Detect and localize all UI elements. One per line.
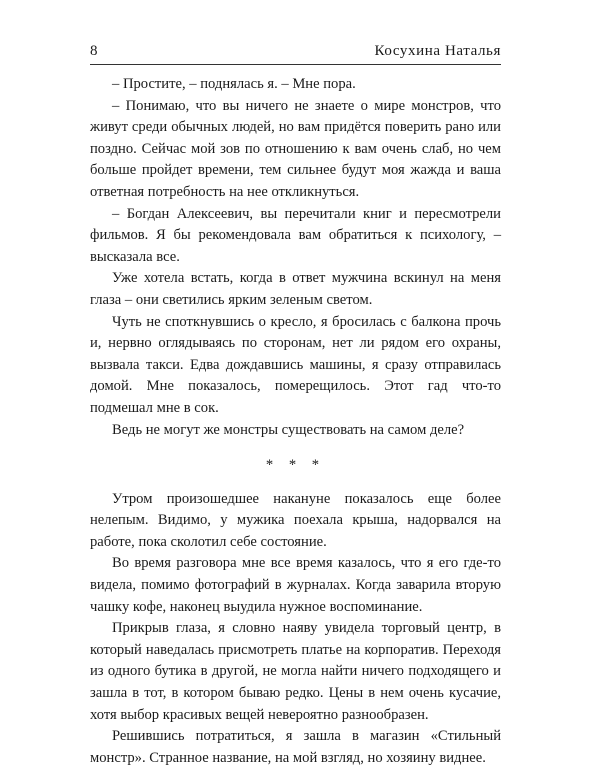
paragraph: – Простите, – поднялась я. – Мне пора.: [112, 76, 356, 92]
header-rule: [90, 64, 501, 65]
paragraph: Во время разговора мне все время казалось, что я его где-то видела, помимо фотографий в журналах. Когда заварила вторую чашку кофе, наконец выудила нужное воспоминание.: [90, 555, 501, 615]
scene-break: * * *: [265, 457, 326, 474]
paragraph: Ведь не могут же монстры существовать на самом деле?: [112, 421, 465, 438]
page-body: [90, 74, 501, 769]
paragraph: Чуть не споткнувшись о кресло, я бросилась с балкона прочь и, нервно оглядываясь по сторонам, нет ли рядом его охраны, вызвала такси. Едва дождавшись машины, я сразу отправилась домой. Мне показалось, померещилось. Этот гад что-то подмешал мне в сок.: [90, 313, 501, 416]
paragraph: – Богдан Алексеевич, вы перечитали книг и пересмотрели фильмов. Я бы рекомендовала вам обратиться к психологу, – высказала все.: [90, 205, 501, 265]
paragraph: Прикрыв глаза, я словно наяву увидела торговый центр, в который наведалась присмотреть платье на корпоратив. Переходя из одного бутика в другой, не могла найти ничего подходящего и зашла в тот, в котором бываю редко. Цены в нем очень кусачие, хотя выбор красивых вещей невероятно разнообразен.: [90, 620, 501, 723]
paragraph: – Понимаю, что вы ничего не знаете о мире монстров, что живут среди обычных людей, но вам придётся поверить рано или поздно. Сейчас мой зов по отношению к вам очень слаб, но чем больше пройдет времени, тем сильнее будут моя жажда и ваша ответная потребность на нее откликнуться.: [90, 97, 501, 200]
paragraph: Утром произошедшее накануне показалось еще более нелепым. Видимо, у мужика поехала крыша, надорвался на работе, пока сколотил себе состояние.: [90, 490, 501, 550]
running-head-author: Косухина Наталья: [374, 43, 501, 59]
paragraph: Решившись потратиться, я зашла в магазин «Стильный монстр». Странное название, на мой взгляд, но хозяину виднее.: [90, 728, 501, 766]
paragraph: Уже хотела встать, когда в ответ мужчина вскинул на меня глаза – они светились ярким зеленым светом.: [90, 270, 501, 308]
page-number: 8: [90, 43, 98, 59]
page-header: [90, 40, 501, 62]
